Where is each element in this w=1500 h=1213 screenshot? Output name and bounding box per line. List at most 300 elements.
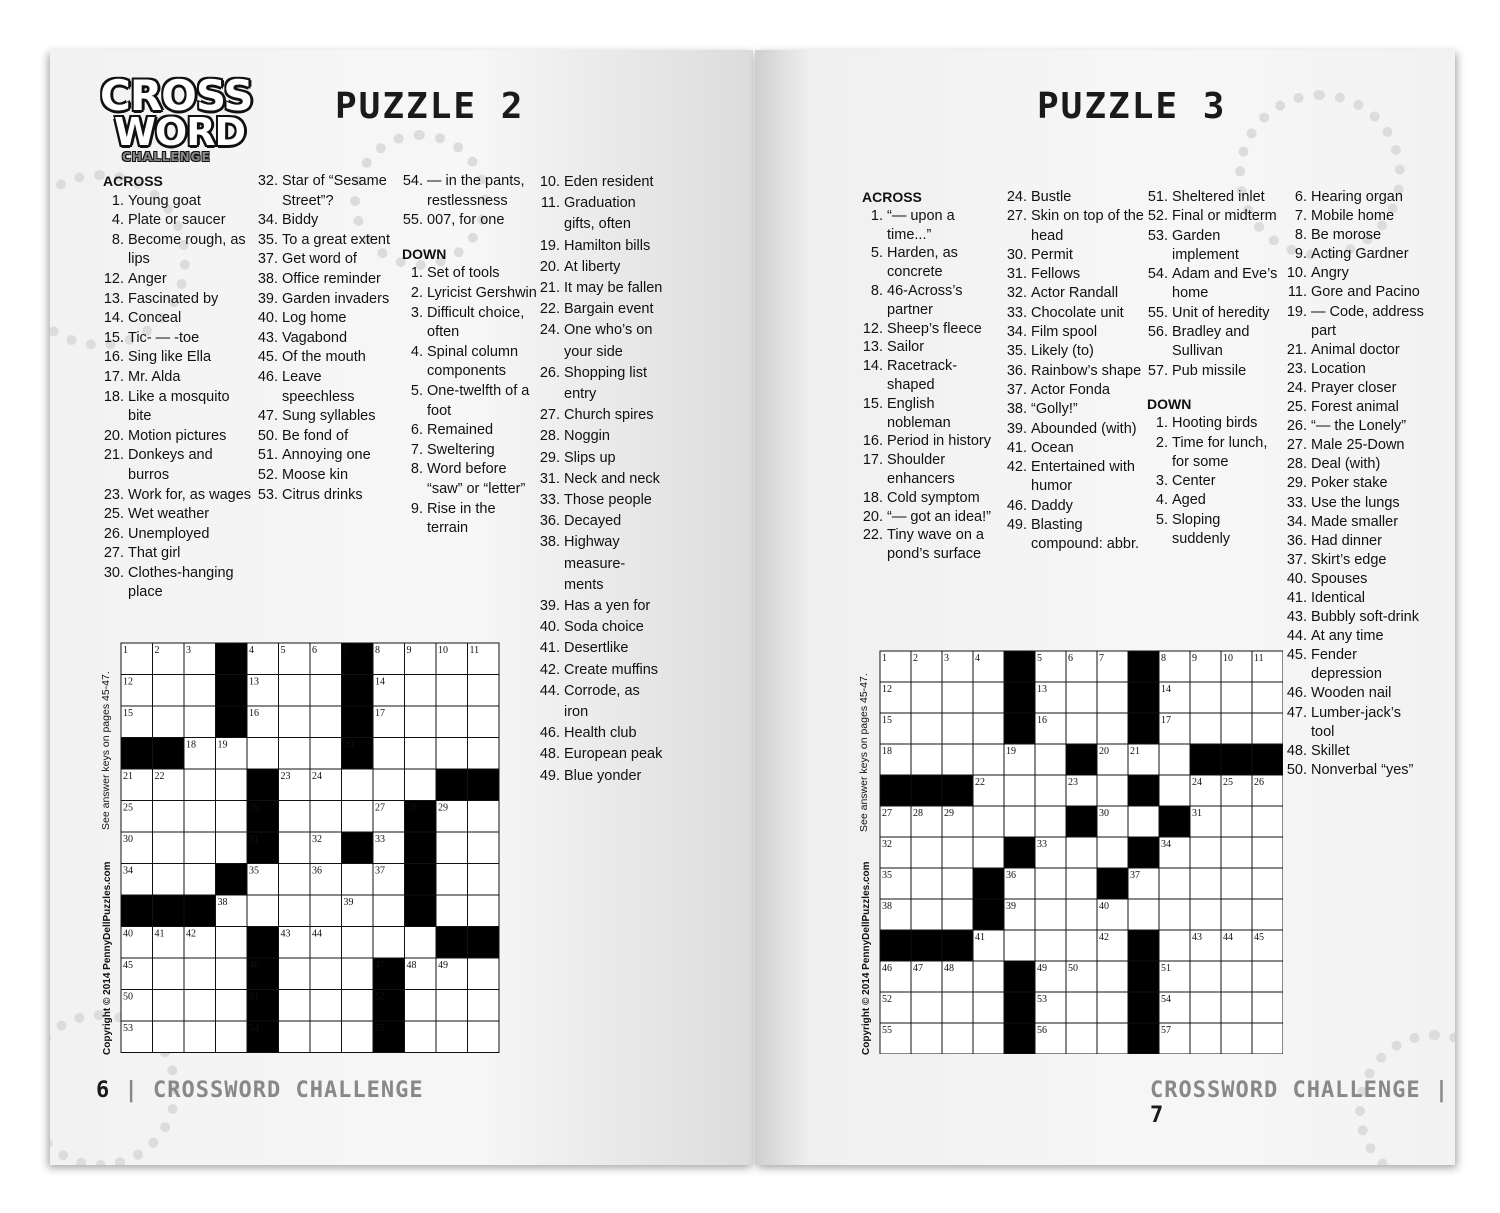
cell-number: 50	[123, 991, 133, 1003]
grid-cell[interactable]	[184, 832, 216, 864]
grid-cell[interactable]	[436, 706, 468, 738]
grid-cell[interactable]	[1252, 1023, 1283, 1054]
grid-cell[interactable]	[942, 1023, 973, 1054]
grid-cell[interactable]	[310, 1021, 342, 1053]
grid-cell[interactable]	[1128, 899, 1159, 930]
cell-number: 44	[1223, 932, 1233, 943]
grid-cell[interactable]	[342, 958, 374, 990]
black-square	[1190, 744, 1221, 775]
grid-cell[interactable]	[310, 706, 342, 738]
clue-number: 29.	[539, 449, 560, 466]
grid-cell[interactable]	[942, 744, 973, 775]
grid-cell[interactable]	[942, 837, 973, 868]
grid-cell[interactable]	[373, 927, 405, 959]
grid-cell[interactable]	[405, 675, 437, 707]
grid-cell[interactable]	[184, 801, 216, 833]
grid-cell[interactable]	[184, 990, 216, 1022]
clue-item	[402, 284, 537, 304]
black-square	[216, 706, 248, 738]
clue-item	[1006, 188, 1146, 207]
grid-cell[interactable]	[1221, 682, 1252, 713]
grid-cell[interactable]	[942, 868, 973, 899]
clue-item	[539, 278, 664, 299]
clue-text: Slips up	[564, 449, 616, 466]
grid-cell[interactable]	[436, 864, 468, 896]
grid-cell[interactable]	[310, 958, 342, 990]
grid-cell[interactable]	[247, 738, 279, 770]
grid-cell[interactable]	[184, 769, 216, 801]
clue-item	[257, 270, 397, 290]
cell-number: 35	[249, 865, 259, 877]
clue-number: 12.	[103, 270, 124, 287]
clue-item	[1286, 646, 1426, 684]
cell-number: 31	[249, 834, 259, 845]
clue-number: 5.	[870, 245, 883, 262]
clue-item	[103, 231, 253, 270]
grid-cell[interactable]	[1252, 713, 1283, 744]
clue-text: “— upon a time...”	[887, 207, 955, 243]
grid-cell[interactable]	[1190, 837, 1221, 868]
cell-number: 25	[123, 802, 133, 814]
grid-cell[interactable]	[279, 738, 311, 770]
cell-number: 29	[944, 808, 954, 819]
grid-cell[interactable]	[468, 864, 500, 896]
clue-item	[1006, 304, 1146, 323]
grid-cell[interactable]	[911, 837, 942, 868]
clue-number: 11.	[540, 195, 560, 212]
grid-cell[interactable]	[1221, 806, 1252, 837]
clue-text: European peak	[564, 746, 663, 763]
grid-cell[interactable]	[436, 675, 468, 707]
grid-cell[interactable]	[184, 864, 216, 896]
black-square	[153, 895, 185, 927]
grid-cell[interactable]	[1097, 775, 1128, 806]
cell-number: 16	[249, 708, 259, 719]
clue-number: 8.	[111, 231, 124, 248]
clue-number: 26.	[103, 525, 124, 542]
cell-number: 33	[375, 834, 385, 845]
clue-text: Neck and neck	[564, 470, 660, 487]
clue-text: Anger	[128, 270, 167, 287]
grid-cell[interactable]	[153, 990, 185, 1022]
black-square	[1097, 868, 1128, 899]
grid-cell[interactable]	[911, 868, 942, 899]
cell-number: 22	[154, 771, 165, 782]
clue-item	[539, 193, 664, 235]
cell-number: 9	[406, 645, 412, 656]
grid-cell[interactable]	[405, 927, 437, 959]
clue-number: 48.	[1286, 742, 1307, 759]
grid-cell[interactable]	[1066, 868, 1097, 899]
grid-cell[interactable]	[1066, 899, 1097, 930]
cell-number: 39	[1006, 901, 1016, 912]
grid-cell[interactable]	[911, 713, 942, 744]
grid-cell[interactable]	[1221, 961, 1252, 992]
clue-item	[1286, 341, 1426, 360]
cell-number: 34	[1161, 839, 1171, 850]
black-square	[1004, 651, 1035, 682]
cell-number: 2	[913, 653, 918, 664]
grid-cell[interactable]	[942, 713, 973, 744]
grid-cell[interactable]	[942, 992, 973, 1023]
grid-cell[interactable]	[1097, 1023, 1128, 1054]
black-square	[1159, 806, 1190, 837]
grid-cell[interactable]	[1159, 868, 1190, 899]
grid-cell[interactable]	[1252, 992, 1283, 1023]
grid-cell[interactable]	[1035, 744, 1066, 775]
grid-cell[interactable]	[1035, 775, 1066, 806]
grid-cell[interactable]	[153, 801, 185, 833]
grid-cell[interactable]	[342, 927, 374, 959]
grid-cell[interactable]	[216, 927, 248, 959]
clue-item	[1006, 362, 1146, 381]
clue-item	[1147, 414, 1282, 433]
clue-item	[1006, 439, 1146, 458]
grid-cell[interactable]	[1190, 868, 1221, 899]
grid-cell[interactable]	[216, 801, 248, 833]
black-square	[1004, 992, 1035, 1023]
grid-cell[interactable]	[1097, 961, 1128, 992]
grid-cell[interactable]	[405, 990, 437, 1022]
grid-cell[interactable]	[1221, 992, 1252, 1023]
grid-cell[interactable]	[279, 1021, 311, 1053]
grid-cell[interactable]	[468, 1021, 500, 1053]
grid-cell[interactable]	[1190, 899, 1221, 930]
clue-text: Blasting compound: abbr.	[1031, 517, 1140, 553]
clue-number: 20.	[862, 508, 883, 525]
puzzle-title: PUZZLE 3	[1037, 86, 1227, 127]
grid-cell[interactable]	[216, 832, 248, 864]
clue-text: Those people	[564, 492, 652, 509]
cell-number: 16	[1037, 715, 1047, 726]
grid-cell[interactable]	[216, 1021, 248, 1053]
clue-text: Hamilton bills	[564, 237, 651, 254]
grid-cell[interactable]	[1066, 837, 1097, 868]
cell-number: 41	[975, 932, 985, 943]
grid-cell[interactable]	[1035, 868, 1066, 899]
clue-number: 17.	[862, 452, 883, 469]
clue-item	[539, 363, 664, 405]
black-square	[216, 643, 248, 675]
across-clues-col1	[103, 172, 253, 603]
cell-number: 6	[312, 645, 317, 656]
across-clues-col1	[862, 188, 1002, 564]
clue-number: 13.	[103, 290, 124, 307]
cell-number: 36	[1006, 870, 1016, 881]
clue-text: Aged	[1172, 492, 1206, 509]
cell-number: 10	[1223, 653, 1233, 664]
grid-cell[interactable]	[184, 1021, 216, 1053]
grid-cell[interactable]	[468, 895, 500, 927]
grid-cell[interactable]	[342, 1021, 374, 1053]
cell-number: 41	[154, 928, 165, 940]
grid-cell[interactable]	[1128, 806, 1159, 837]
footer-separator: |	[1434, 1078, 1450, 1103]
grid-cell[interactable]	[1035, 930, 1066, 961]
clue-number: 44.	[539, 682, 560, 699]
clue-item	[402, 500, 537, 539]
clue-text: “Golly!”	[1031, 401, 1078, 418]
grid-cell[interactable]	[436, 990, 468, 1022]
logo-line: CROSS	[100, 71, 253, 120]
clue-text: Male 25-Down	[1311, 437, 1405, 454]
clue-text: Forest animal	[1311, 399, 1399, 416]
grid-cell[interactable]	[279, 864, 311, 896]
cell-number: 45	[123, 960, 133, 971]
grid-cell[interactable]	[1066, 682, 1097, 713]
grid-cell[interactable]	[973, 744, 1004, 775]
clue-text: Tiny wave on a pond’s surface	[887, 527, 984, 563]
grid-cell[interactable]	[436, 832, 468, 864]
grid-cell[interactable]	[1066, 1023, 1097, 1054]
clue-number: 33.	[1006, 304, 1027, 321]
grid-cell[interactable]	[279, 895, 311, 927]
cell-number: 1	[123, 645, 128, 656]
grid-cell[interactable]	[436, 895, 468, 927]
clue-text: Lyricist Gershwin	[427, 284, 537, 301]
clue-text: Bradley and Sullivan	[1172, 324, 1250, 360]
grid-cell[interactable]	[468, 706, 500, 738]
grid-cell[interactable]	[1252, 899, 1283, 930]
grid-cell[interactable]	[911, 744, 942, 775]
grid-cell[interactable]	[1097, 713, 1128, 744]
black-square	[1004, 682, 1035, 713]
clue-number: 40.	[1286, 570, 1307, 587]
page-footer	[1150, 1078, 1455, 1128]
grid-cell[interactable]	[1190, 992, 1221, 1023]
grid-cell[interactable]	[436, 738, 468, 770]
grid-cell[interactable]	[1097, 992, 1128, 1023]
grid-cell[interactable]	[342, 990, 374, 1022]
grid-cell[interactable]	[1159, 899, 1190, 930]
clue-number: 57.	[1147, 362, 1168, 379]
grid-cell[interactable]	[468, 675, 500, 707]
clue-item	[257, 172, 397, 211]
grid-cell[interactable]	[1190, 1023, 1221, 1054]
grid-cell[interactable]	[373, 895, 405, 927]
grid-cell[interactable]	[405, 1021, 437, 1053]
grid-cell[interactable]	[973, 1023, 1004, 1054]
grid-cell[interactable]	[942, 682, 973, 713]
cell-number: 3	[186, 645, 191, 656]
grid-cell[interactable]	[405, 769, 437, 801]
black-square	[405, 864, 437, 896]
page-number: 6	[96, 1078, 111, 1103]
clue-number: 19.	[539, 237, 560, 254]
black-square	[1004, 837, 1035, 868]
clue-text: Annoying one	[282, 447, 371, 464]
grid-cell[interactable]	[1066, 992, 1097, 1023]
grid-cell[interactable]	[973, 682, 1004, 713]
clue-item	[1286, 379, 1426, 398]
logo-line: CHALLENGE	[122, 150, 211, 164]
clue-number: 34.	[257, 212, 278, 229]
grid-cell[interactable]	[1252, 806, 1283, 837]
cell-number: 31	[1192, 808, 1202, 819]
grid-cell[interactable]	[310, 801, 342, 833]
clue-item	[1286, 513, 1426, 532]
clue-text: Gore and Pacino	[1311, 284, 1420, 301]
clue-number: 4.	[1155, 492, 1168, 509]
grid-cell[interactable]	[973, 992, 1004, 1023]
clue-number: 38.	[539, 534, 560, 551]
grid-cell[interactable]	[1221, 899, 1252, 930]
clue-number: 2.	[1155, 434, 1168, 451]
clue-text: To a great extent	[282, 231, 391, 248]
clue-text: Of the mouth	[282, 349, 366, 366]
grid-cell[interactable]	[1252, 837, 1283, 868]
clue-item	[1147, 323, 1282, 362]
grid-cell[interactable]	[1252, 682, 1283, 713]
clue-number: 4.	[410, 343, 423, 360]
grid-cell[interactable]	[911, 1023, 942, 1054]
grid-cell[interactable]	[279, 832, 311, 864]
clue-number: 22.	[539, 301, 560, 318]
grid-cell[interactable]	[1097, 837, 1128, 868]
grid-cell[interactable]	[1066, 930, 1097, 961]
clue-text: That girl	[128, 545, 181, 562]
grid-cell[interactable]	[468, 801, 500, 833]
clue-item	[539, 660, 664, 681]
grid-cell[interactable]	[216, 958, 248, 990]
clue-text: Mobile home	[1311, 208, 1395, 225]
cell-number: 18	[882, 746, 892, 757]
cell-number: 23	[280, 771, 291, 782]
grid-cell[interactable]	[310, 895, 342, 927]
grid-cell[interactable]	[1004, 930, 1035, 961]
grid-cell[interactable]	[1066, 713, 1097, 744]
clue-item	[1147, 265, 1282, 304]
grid-cell[interactable]	[216, 990, 248, 1022]
grid-cell[interactable]	[279, 706, 311, 738]
grid-cell[interactable]	[468, 990, 500, 1022]
clue-text: Spouses	[1311, 570, 1368, 587]
grid-cell[interactable]	[973, 837, 1004, 868]
grid-cell[interactable]	[184, 706, 216, 738]
cell-number: 1	[882, 653, 887, 664]
grid-cell[interactable]	[1159, 930, 1190, 961]
clue-text: Identical	[1311, 589, 1366, 606]
grid-cell[interactable]	[1004, 775, 1035, 806]
grid-cell[interactable]	[216, 769, 248, 801]
clue-number: 43.	[1286, 609, 1307, 626]
cell-number: 14	[1161, 684, 1171, 695]
clue-text: Actor Fonda	[1031, 381, 1110, 398]
grid-cell[interactable]	[342, 801, 374, 833]
clue-item	[1006, 497, 1146, 516]
grid-cell[interactable]	[1252, 868, 1283, 899]
grid-cell[interactable]	[1221, 837, 1252, 868]
grid-cell[interactable]	[184, 675, 216, 707]
grid-cell[interactable]	[342, 864, 374, 896]
cell-number: 26	[249, 802, 259, 814]
grid-cell[interactable]	[973, 961, 1004, 992]
clue-item	[1286, 608, 1426, 627]
clues-col3	[1147, 188, 1282, 549]
grid-cell[interactable]	[436, 1021, 468, 1053]
logo-line: WORD	[114, 110, 246, 154]
grid-cell[interactable]	[1035, 899, 1066, 930]
grid-cell[interactable]	[184, 958, 216, 990]
clue-text: Work for, as wages	[128, 486, 252, 503]
grid-cell[interactable]	[1159, 775, 1190, 806]
grid-cell[interactable]	[1252, 961, 1283, 992]
grid-cell[interactable]	[310, 738, 342, 770]
grid-cell[interactable]	[279, 990, 311, 1022]
grid-cell[interactable]	[153, 706, 185, 738]
cell-number: 4	[975, 653, 980, 664]
grid-cell[interactable]	[1035, 806, 1066, 837]
clue-number: 25.	[1286, 399, 1307, 416]
grid-cell[interactable]	[1190, 961, 1221, 992]
grid-cell[interactable]	[247, 895, 279, 927]
cell-number: 50	[1068, 963, 1078, 974]
clue-number: 3.	[1155, 473, 1168, 490]
grid-cell[interactable]	[911, 682, 942, 713]
clue-item	[1286, 589, 1426, 608]
grid-cell[interactable]	[310, 990, 342, 1022]
grid-cell[interactable]	[1190, 682, 1221, 713]
grid-cell[interactable]	[942, 899, 973, 930]
grid-cell[interactable]	[405, 738, 437, 770]
grid-cell[interactable]	[405, 706, 437, 738]
grid-cell[interactable]	[342, 769, 374, 801]
cell-number: 22	[975, 777, 985, 788]
grid-cell[interactable]	[468, 738, 500, 770]
clue-text: Sailor	[887, 339, 925, 356]
grid-cell[interactable]	[1190, 713, 1221, 744]
clue-item	[539, 257, 664, 278]
grid-cell[interactable]	[1159, 744, 1190, 775]
grid-cell[interactable]	[468, 958, 500, 990]
grid-cell[interactable]	[279, 675, 311, 707]
grid-cell[interactable]	[153, 1021, 185, 1053]
grid-cell[interactable]	[310, 675, 342, 707]
grid-cell[interactable]	[279, 958, 311, 990]
clue-item	[103, 290, 253, 310]
grid-cell[interactable]	[911, 899, 942, 930]
clue-number: 55.	[402, 212, 423, 229]
clue-number: 49.	[1006, 517, 1027, 534]
grid-cell[interactable]	[1097, 682, 1128, 713]
clue-text: English nobleman	[887, 395, 951, 431]
grid-cell[interactable]	[1221, 713, 1252, 744]
grid-cell[interactable]	[1221, 1023, 1252, 1054]
grid-cell[interactable]	[153, 832, 185, 864]
grid-cell[interactable]	[153, 958, 185, 990]
clue-text: Use the lungs	[1311, 494, 1400, 511]
grid-cell[interactable]	[973, 713, 1004, 744]
grid-cell[interactable]	[279, 801, 311, 833]
cell-number: 55	[375, 1023, 385, 1034]
grid-cell[interactable]	[373, 738, 405, 770]
cell-number: 7	[1099, 653, 1104, 664]
grid-cell[interactable]	[1004, 806, 1035, 837]
clue-number: 22.	[862, 527, 883, 544]
clue-number: 23.	[103, 486, 124, 503]
clue-item	[103, 348, 253, 368]
clue-text: Had dinner	[1311, 532, 1382, 549]
grid-cell[interactable]	[973, 806, 1004, 837]
grid-cell[interactable]	[911, 992, 942, 1023]
grid-cell[interactable]	[153, 675, 185, 707]
grid-cell[interactable]	[468, 832, 500, 864]
clue-item	[1147, 304, 1282, 323]
grid-cell[interactable]	[1221, 868, 1252, 899]
grid-cell[interactable]	[373, 769, 405, 801]
clue-number: 37.	[1006, 381, 1027, 398]
grid-cell[interactable]	[153, 864, 185, 896]
